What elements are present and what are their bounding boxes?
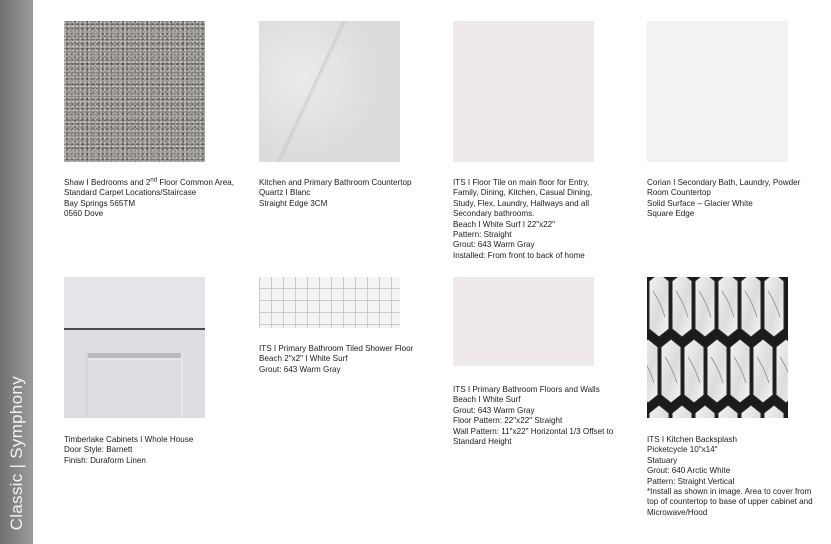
floor-tile-swatch: [453, 21, 594, 162]
caption-line: Kitchen and Primary Bathroom Countertop: [259, 178, 412, 187]
caption-line: Installed: From front to back of home: [453, 250, 585, 260]
corian-swatch: [647, 21, 788, 162]
caption-line: ITS I Kitchen Backsplash: [647, 435, 737, 444]
carpet-caption: [64, 178, 250, 220]
cabinet-caption: [64, 435, 242, 466]
bath-floor-wall-caption: [453, 385, 635, 447]
caption-line: Timberlake Cabinets I Whole House: [64, 435, 194, 444]
caption-line: Beach 2"x2" I White Surf: [259, 354, 348, 364]
carpet-swatch: [64, 21, 205, 162]
caption-line: Wall Pattern: 11"x22" Horizontal 1/3 Offset to Standard Height: [453, 426, 614, 447]
caption-line: Grout: 643 Warm Gray: [453, 405, 535, 415]
ordinal-suffix: nd: [150, 177, 158, 184]
caption-line: Door Style: Barnett: [64, 445, 133, 455]
cabinet-door-swatch: [64, 277, 205, 418]
caption-line: Finish: Duraform Linen: [64, 455, 146, 465]
caption-line: Corian I Secondary Bath, Laundry, Powder Room Countertop: [647, 178, 801, 198]
shower-floor-caption: [259, 344, 445, 375]
caption-line: ITS I Primary Bathroom Tiled Shower Floor: [259, 344, 414, 353]
caption-line: Pattern: Straight: [453, 230, 512, 240]
caption-line: Square Edge: [647, 209, 695, 219]
caption-line: Bay Springs 565TM: [64, 198, 136, 208]
caption-line: *Install as shown in image. Area to cover from top of countertop to base of upper cabinet and Microwave/Hood: [647, 487, 813, 517]
caption-line: Picketcycle 10"x14": [647, 445, 718, 455]
caption-line: 0560 Dove: [64, 209, 104, 219]
caption-line: Grout: 640 Arctic White: [647, 466, 731, 476]
cabinet-door-drawing: [64, 277, 205, 418]
caption-line: Floor Pattern: 22"x22" Straight: [453, 416, 563, 426]
corian-caption: [647, 178, 823, 220]
caption-line: Statuary: [647, 455, 678, 465]
caption-line: Grout: 643 Warm Gray: [453, 240, 535, 250]
side-label: [3, 330, 31, 530]
shower-floor-swatch: [259, 277, 400, 328]
floor-tile-caption: [453, 178, 613, 261]
quartz-caption: [259, 178, 437, 209]
caption-line: Beach I White Surf I 22"x22": [453, 219, 556, 229]
caption-line: Beach I White Surf: [453, 395, 521, 405]
backsplash-caption: [647, 435, 817, 518]
picket-tile-drawing: [647, 277, 788, 418]
quartz-countertop-swatch: [259, 21, 400, 162]
caption-line: Quartz I Blanc: [259, 188, 311, 198]
caption-line: ITS I Primary Bathroom Floors and Walls: [453, 385, 600, 394]
caption-line: Pattern: Straight Vertical: [647, 476, 735, 486]
bath-wall-tile-swatch: [453, 277, 594, 366]
caption-line: Solid Surface – Glacier White: [647, 198, 753, 208]
collection-name: Classic | Symphony: [7, 375, 26, 530]
caption-line: Straight Edge 3CM: [259, 198, 328, 208]
caption-line: ITS I Floor Tile on main floor for Entry, Family, Dining, Kitchen, Casual Dining, Study, Flex, Laundry, Hallways and all Secondary bathrooms.: [453, 178, 593, 219]
caption-line: Grout: 643 Warm Gray: [259, 364, 341, 374]
caption-line: Shaw I Bedrooms and 2nd Floor Common Area, Standard Carpet Locations/Staircase: [64, 177, 234, 198]
backsplash-swatch: [647, 277, 788, 418]
